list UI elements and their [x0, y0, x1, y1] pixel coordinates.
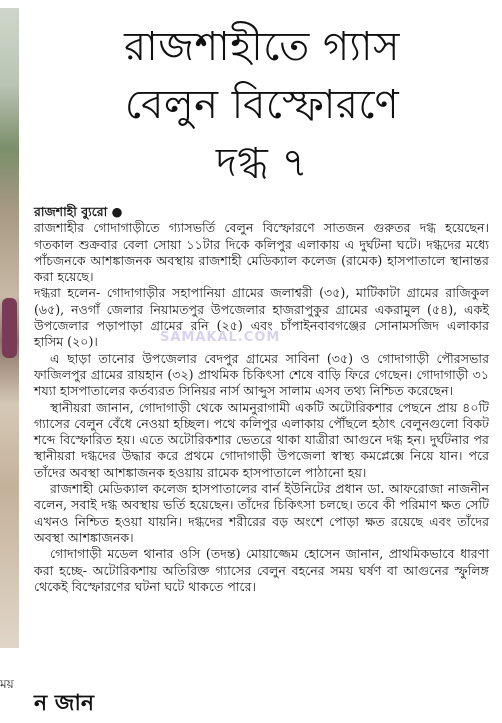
headline — [34, 18, 490, 192]
article-body — [34, 204, 489, 595]
headline-line-2: বেলুন বিস্ফোরণে — [124, 82, 400, 128]
headline-line-3: দগ্ধ ৭ — [215, 140, 309, 186]
headline-line-1: রাজশাহীতে গ্যাস — [124, 24, 400, 70]
left-column-edge — [0, 0, 20, 704]
byline: রাজশাহী ব্যুরো ● — [34, 204, 123, 219]
paragraph-3: এ ছাড়া তানোর উপজেলার বেদপুর গ্রামের সাবিনা (৩৫) ও গোদাগাড়ী পৌরসভার ফাজিলপুর গ্রামের রায়হান (৩২) প্রাথমিক চিকিৎসা শেষে বাড়ি ফিরে গেছেন। গোদাগাড়ী ৩১ শয্যা হাসপাতালের কর্তব্যরত সিনিয়র নার্স আব্দুস সালাম এসব তথ্য নিশ্চিত করেছেন। — [34, 350, 489, 399]
photo-figure — [2, 298, 17, 358]
paragraph-2: দগ্ধরা হলেন- গোদাগাড়ীর সহাপানিয়া গ্রামের জলাশ্বরী (৩৫), মাটিকাটা গ্রামের রাজিকুল (৬৫), নওগাঁ জেলার নিয়ামতপুর উপজেলার হাজরাপুকুর গ্রামের একরামুল (৫৪), একই উপজেলার পড়াপাড়া গ্রামের রনি (২৫) এবং চাঁপাইনবাবগঞ্জের সোনামসজিদ এলাকার হাসিম (২০)। — [34, 285, 489, 350]
adjacent-photo-fragment — [0, 8, 19, 648]
next-article-fragment: ন জান — [34, 691, 94, 716]
adjacent-caption-fragment: ময় — [0, 677, 14, 691]
paragraph-5: রাজশাহী মেডিক্যাল কলেজ হাসপাতালের বার্ন ইউনিটের প্রধান ডা. আফরোজা নাজনীন বলেন, সবাই দগ্ধ অবস্থায় ভর্তি হয়েছেন। তাঁদের চিকিৎসা চলছে। তবে কী পরিমাণ ক্ষত সেটি এখনও নিশ্চিত হওয়া যায়নি। দগ্ধদের শরীরের বড় অংশে পোড়া ক্ষত রয়েছে এবং তাঁদের অবস্থা আশঙ্কাজনক। — [34, 481, 489, 545]
paragraph-6: গোদাগাড়ী মডেল থানার ওসি (তদন্ত) মোয়াজ্জেম হোসেন জানান, প্রাথমিকভাবে ধারণা করা হচ্ছে- অটোরিকশায় অতিরিক্ত গ্যাসের বেলুন বহনের সময় ঘর্ষণ বা আগুনের স্ফুলিঙ্গ থেকেই বিস্ফোরণের ঘটনা ঘটে থাকতে পারে। — [34, 546, 489, 594]
watermark: SAMAKAL.COM — [160, 330, 281, 345]
paragraph-1: রাজশাহীর গোদাগাড়ীতে গ্যাসভর্তি বেলুন বিস্ফোরণে সাতজন গুরুতর দগ্ধ হয়েছেন। গতকাল শুক্রবার বেলা সোয়া ১১টার দিকে কলিপুর এলাকায় এ দুর্ঘটনা ঘটে। দগ্ধদের মধ্যে পাঁচজনকে আশঙ্কাজনক অবস্থায় রাজশাহী মেডিক্যাল কলেজ (রামেক) হাসপাতালে স্থানান্তর করা হয়েছে। — [34, 220, 489, 285]
paragraph-4: স্থানীয়রা জানান, গোদাগাড়ী থেকে আমনুরাগামী একটি অটোরিকশার পেছনে প্রায় ৪০টি গ্যাসের বেলুন বেঁধে নেওয়া হচ্ছিল। পথে কলিপুর এলাকায় পৌঁছলে হঠাৎ বেলুনগুলো বিকট শব্দে বিস্ফোরিত হয়। এতে অটোরিকশার ভেতরে থাকা যাত্রীরা আগুনে দগ্ধ হন। দুর্ঘটনার পর স্থানীয়রা দগ্ধদের উদ্ধার করে প্রথমে গোদাগাড়ী উপজেলা স্বাস্থ্য কমপ্লেক্সে নিয়ে যান। পরে তাঁদের অবস্থা আশঙ্কাজনক হওয়ায় রামেক হাসপাতালে পাঠানো হয়। — [34, 399, 489, 480]
